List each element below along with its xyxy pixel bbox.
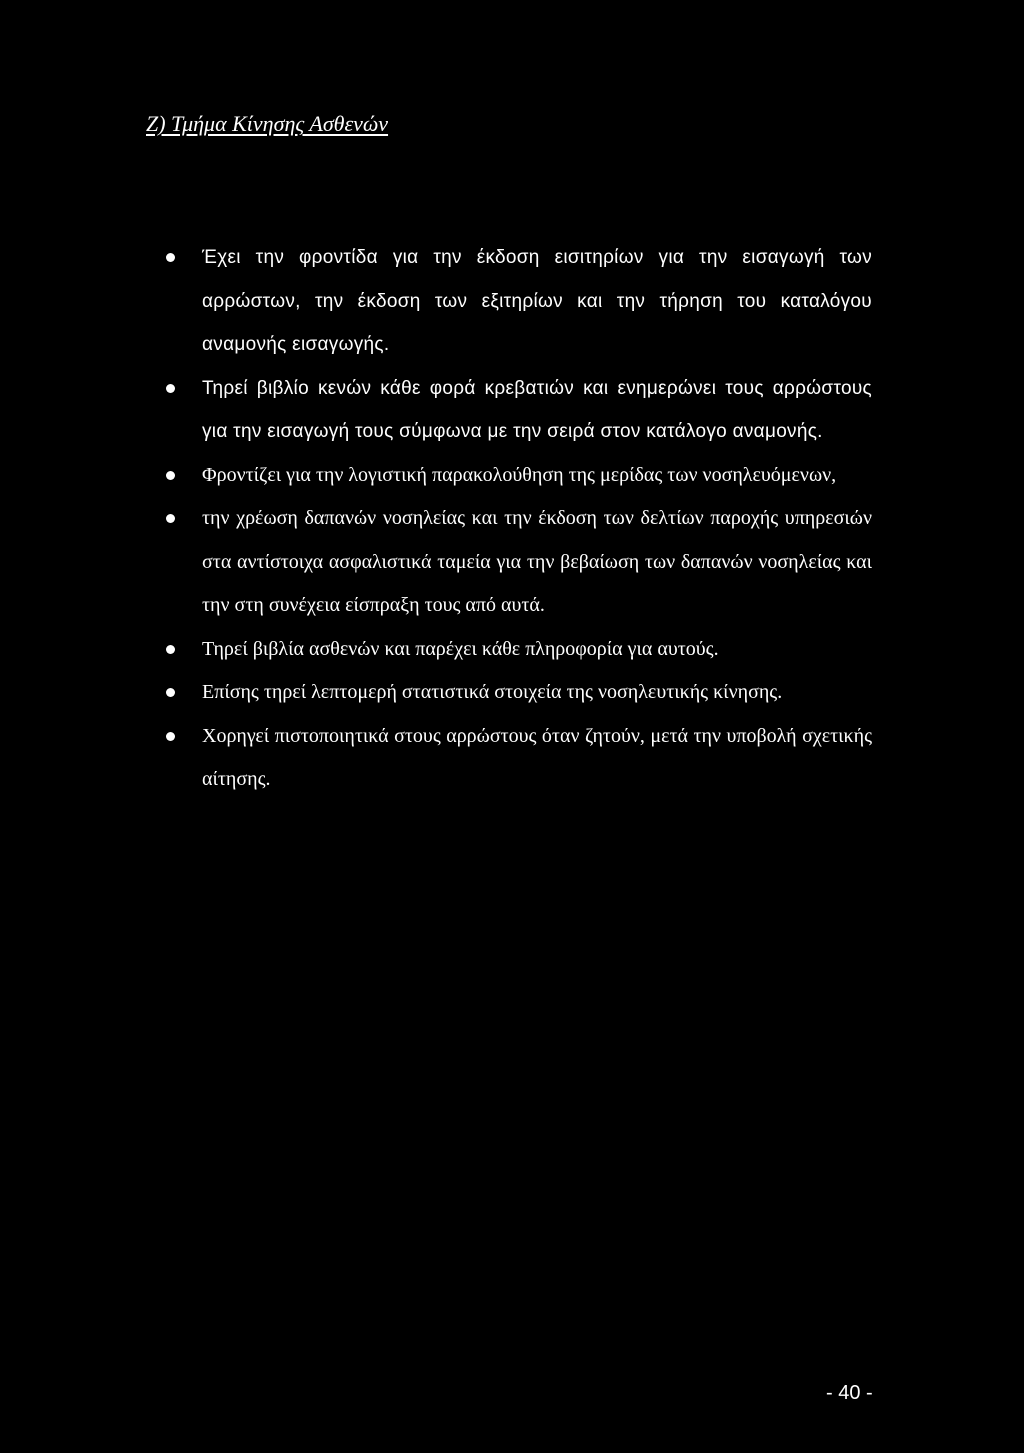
list-item-text: Χορηγεί πιστοποιητικά στους αρρώστους όταν ζητούν, μετά την υποβολή σχετικής αίτησης. [202, 724, 872, 790]
bullet-icon [166, 514, 175, 523]
bullet-icon [166, 688, 175, 697]
bullet-icon [166, 732, 175, 741]
bullet-icon [166, 384, 175, 393]
list-item-text: Τηρεί βιβλίο κενών κάθε φορά κρεβατιών και ενημερώνει τους αρρώστους για την εισαγωγή τους σύμφωνα με την σειρά στον κατάλογο αναμονής. [202, 377, 872, 442]
bullet-icon [166, 471, 175, 480]
section-heading: Ζ) Τμήμα Κίνησης Ασθενών [146, 111, 389, 136]
list-item [160, 497, 872, 628]
list-item-text: την χρέωση δαπανών νοσηλείας και την έκδοση των δελτίων παροχής υπηρεσιών στα αντίστοιχα ασφαλιστικά ταμεία για την βεβαίωση των δαπανών νοσηλείας και την στη συνέχεια είσπραξη τους από αυτά. [202, 507, 872, 616]
list-item-text: Φροντίζει για την λογιστική παρακολούθηση της μερίδας των νοσηλευόμενων, [202, 463, 837, 486]
list-item-text: Έχει την φροντίδα για την έκδοση εισιτηρίων για την εισαγωγή των αρρώστων, την έκδοση των εξιτηρίων και την τήρηση του καταλόγου αναμονής εισαγωγής. [202, 247, 872, 355]
list-item [160, 628, 872, 672]
list-item [160, 715, 872, 802]
list-item-text: Επίσης τηρεί λεπτομερή στατιστικά στοιχεία της νοσηλευτικής κίνησης. [202, 681, 783, 703]
bullet-icon [166, 645, 175, 654]
list-item [160, 236, 872, 367]
list-item [160, 454, 872, 498]
list-item-text: Τηρεί βιβλία ασθενών και παρέχει κάθε πληροφορία για αυτούς. [202, 637, 719, 660]
bullet-list [160, 236, 872, 802]
list-item [160, 367, 872, 454]
page-number: - 40 - [826, 1382, 873, 1404]
bullet-icon [166, 253, 175, 262]
list-item [160, 671, 872, 715]
